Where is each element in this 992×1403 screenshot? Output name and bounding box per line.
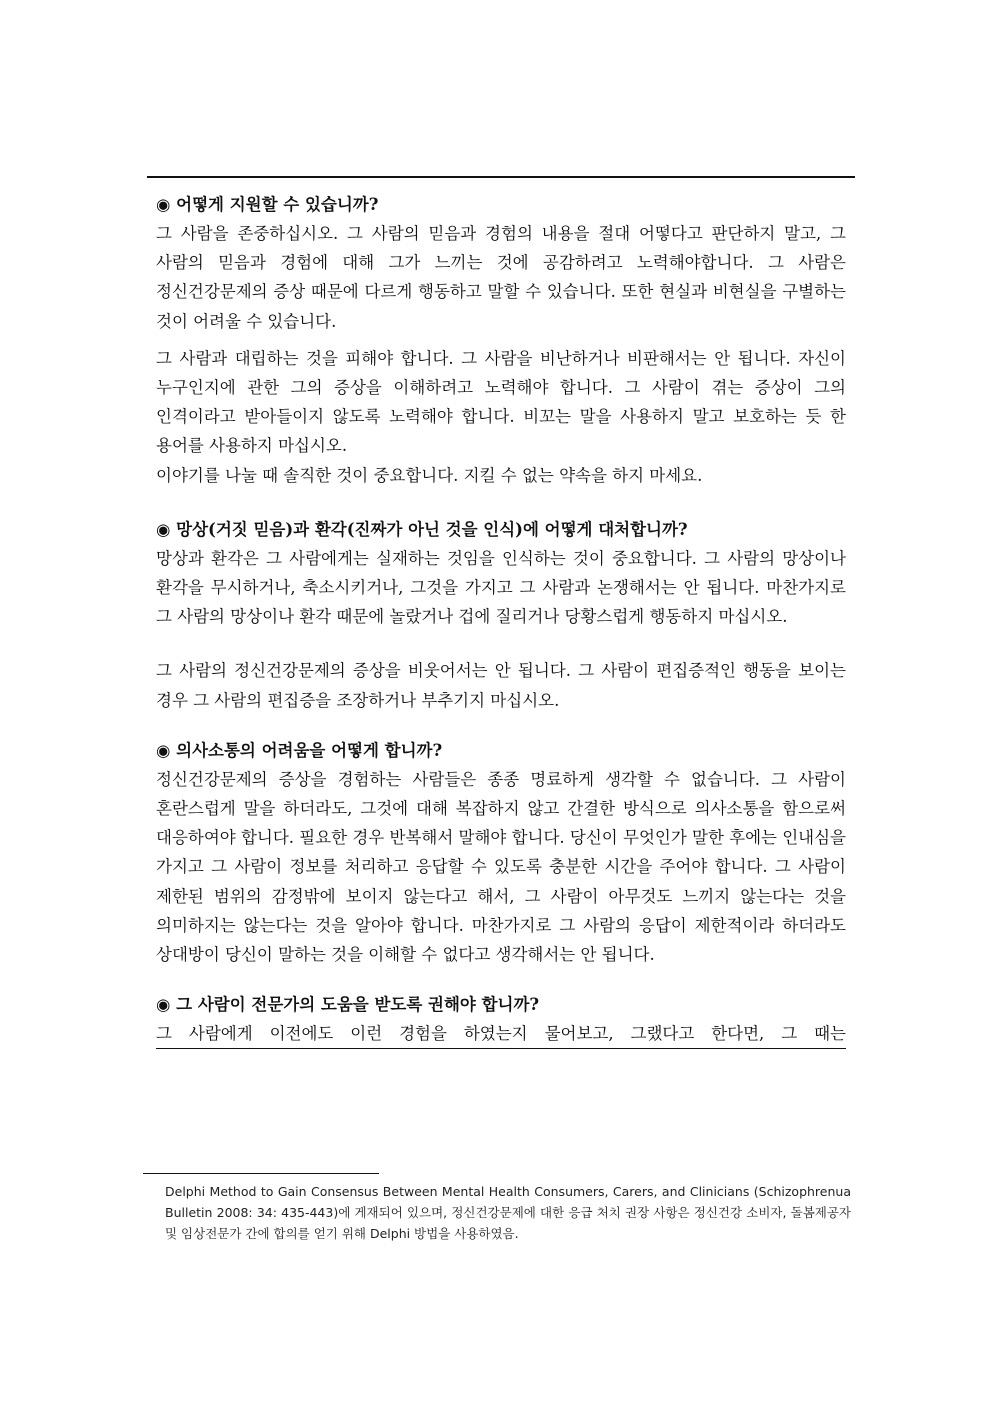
section-heading-support: ◉ 어떻게 지원할 수 있습니까?: [156, 195, 379, 214]
footnote-rule: [143, 1173, 379, 1174]
section-heading-delusions: ◉ 망상(거짓 믿음)과 환각(진짜가 아닌 것을 인식)에 어떻게 대처합니까?: [156, 519, 688, 539]
footnote: Delphi Method to Gain Consensus Between Mental Health Consumers, Carers, and Clinicians (Schizophrenua Bulletin 2008: 34: 435-443)에 게재되어 있으며, 정신건강문제에 대한 응급 처치 권장 사항은 정신건강 소비자, 돌봄제공자 및 임상전문가 간에 합의를 얻기 위해 Delphi 방법을 사용하였음.: [165, 1184, 851, 1241]
paragraph: 망상과 환각은 그 사람에게는 실재하는 것임을 인식하는 것이 중요합니다. 그 사람의 망상이나 환각을 무시하거나, 축소시키거나, 그것을 가지고 그 사람과 논쟁해서는 안 됩니다. 마찬가지로 그 사람의 망상이나 환각 때문에 놀랐거나 겁에 질리거나 당황스럽게 행동하지 마십시오.: [156, 548, 846, 627]
section-heading-professional-help: ◉ 그 사람이 전문가의 도움을 받도록 권해야 합니까?: [156, 995, 540, 1015]
paragraph: 이야기를 나눌 때 솔직한 것이 중요합니다. 지킬 수 없는 약속을 하지 마세요.: [156, 465, 703, 485]
paragraph: 그 사람을 존중하십시오. 그 사람의 믿음과 경험의 내용을 절대 어떻다고 판단하지 말고, 그 사람의 믿음과 경험에 대해 그가 느끼는 것에 공감하려고 노력해야합니다. 그 사람은 정신건강문제의 증상 때문에 다르게 행동하고 말할 수 있습니다. 또한 현실과 비현실을 구별하는 것이 어려울 수 있습니다.: [156, 224, 846, 331]
paragraph: 정신건강문제의 증상을 경험하는 사람들은 종종 명료하게 생각할 수 없습니다. 그 사람이 혼란스럽게 말을 하더라도, 그것에 대해 복잡하지 않고 간결한 방식으로 의사소통을 함으로써 대응하여야 합니다. 필요한 경우 반복해서 말해야 합니다. 당신이 무엇인가 말한 후에는 인내심을 가지고 그 사람이 정보를 처리하고 응답할 수 있도록 충분한 시간을 주어야 합니다. 그 사람이 제한된 범위의 감정밖에 보이지 않는다고 해서, 그 사람이 아무것도 느끼지 않는다는 것을 의미하지는 않는다는 것을 알아야 합니다. 마찬가지로 그 사람의 응답이 제한적이라 하더라도 상대방이 당신이 말하는 것을 이해할 수 없다고 생각해서는 안 됩니다.: [156, 769, 846, 965]
document-body: [156, 190, 846, 1049]
section-heading-communication: ◉ 의사소통의 어려움을 어떻게 합니까?: [156, 740, 443, 760]
paragraph: 그 사람과 대립하는 것을 피해야 합니다. 그 사람을 비난하거나 비판해서는 안 됩니다. 자신이 누구인지에 관한 그의 증상을 이해하려고 노력해야 합니다. 그 사람이 겪는 증상이 그의 인격이라고 받아들이지 않도록 노력해야 합니다. 비꼬는 말을 사용하지 말고 보호하는 듯 한 용어를 사용하지 마십시오.: [156, 348, 846, 456]
paragraph: 그 사람에게 이전에도 이런 경험을 하였는지 물어보고, 그랬다고 한다면, 그 때는: [156, 1019, 846, 1049]
paragraph: 그 사람의 정신건강문제의 증상을 비웃어서는 안 됩니다. 그 사람이 편집증적인 행동을 보이는 경우 그 사람의 편집증을 조장하거나 부추기지 마십시오.: [156, 661, 846, 710]
top-rule: [147, 176, 855, 178]
